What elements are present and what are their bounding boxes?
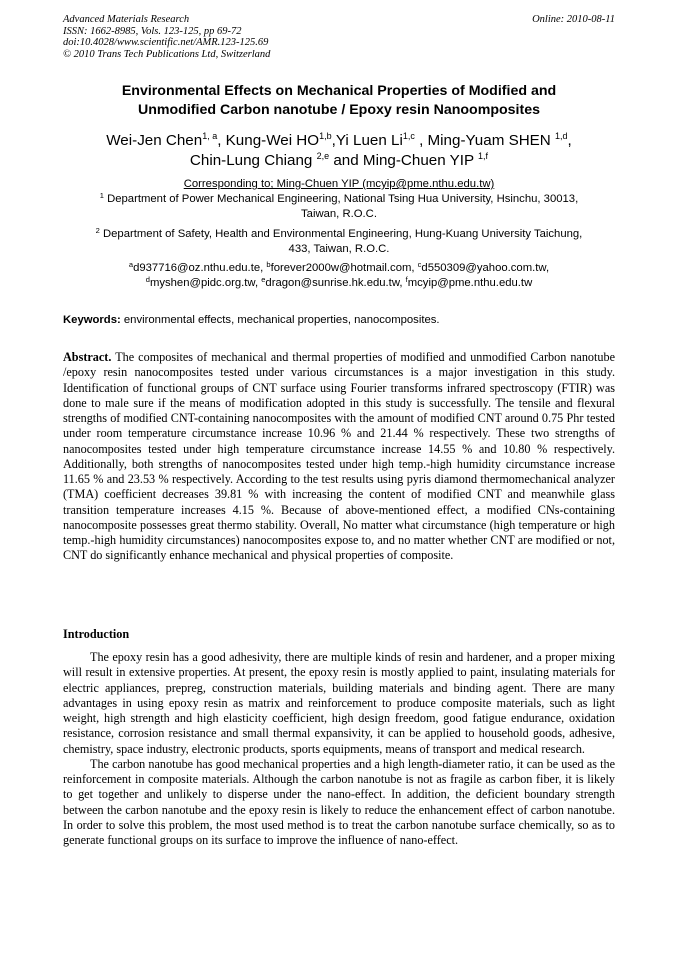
author-line: Wei-Jen Chen$^{1, a}$, Kung-Wei HO$^{1,b}$,Yi Luen Li$^{1,c}$ , Ming-Yuam SHEN $^{1,d}$,: [106, 131, 572, 149]
email-marker: d: [145, 275, 150, 284]
abstract: [63, 350, 615, 564]
abstract-label: Abstract.: [63, 350, 112, 364]
author-conjunction: and: [333, 152, 359, 169]
email-marker: c: [417, 260, 422, 269]
keywords-label: Keywords:: [63, 314, 121, 326]
email-marker: b: [266, 260, 271, 269]
author-affil: 1, a: [202, 131, 218, 141]
affiliation-number: 2: [95, 226, 100, 235]
affiliation-line: 433, Taiwan, R.O.C.: [288, 243, 390, 255]
abstract-text: The composites of mechanical and thermal properties of modified and unmodified Carbon nanotube /epoxy resin nanocomposites tested under various circumstances is a major investigation in this study. Identification of functional groups of CNT surface using Fourier transforms infrared spectroscopy (FTIR) was done to male sure if the means of modification adopted in this study is successfully. The tensile and flexural strengths of modified CNT-containing nanocomposites with the amount of modified CNT around 0.75 Phr tested under room temperature circumstance increase 10.96 % and 21.44 % respectively. These two strengths of nanocomposites tested under high temperature circumstance increase 14.55 % and 10.80 % respectively. Additionally, both strengths of nanocomposites tested under high temp.-high humidity circumstance increase 11.65 % and 23.53 % respectively. According to the test results using pyris diamond thermomechanical analyzer (TMA) coefficient decreases 39.81 % with increasing the content of modified CNT and meanwhile glass transition temperature increases 4.15 %. Because of above-mentioned effect, a modified CNs-containing nanocomposite possesses great thermo stability. Overall, No matter what circumstance (high temperature or high temp.-high humidity circumstances) nanocomposites expose to, and no matter whether CNT are modified or not, CNT do significantly enhance mechanical and physical properties of composite.: [63, 350, 615, 563]
author-affil: 2,e: [316, 151, 330, 161]
author-affil: 1,b: [319, 131, 332, 141]
email-d: myshen@pidc.org.tw,: [149, 277, 262, 289]
email-line: [66, 276, 612, 291]
affiliation-line: Taiwan, R.O.C.: [301, 208, 377, 220]
email-c: d550309@yahoo.com.tw,: [421, 262, 550, 274]
journal-name: Advanced Materials Research: [63, 14, 190, 25]
author-emails: [66, 261, 612, 291]
affiliation-2: [66, 227, 612, 257]
author-name: Ming-Yuam SHEN: [427, 132, 551, 149]
author-name: Kung-Wei HO: [225, 132, 320, 149]
paragraph: The epoxy resin has a good adhesivity, there are multiple kinds of resin and hardener, and a proper mixing will result in extensive properties. At present, the epoxy resin is mostly applied to paint, insulating materials for electric appliances, prepreg, construction materials, building materials and binding agent. There are many advantages in using epoxy resin as matrix and reinforcement to produce composite materials, such as light weight, high strength and high elasticity coefficient, high design freedom, good fatigue endurance, oxidation resistance, corrosion resistance and small thermal expansivity, it can be applied to household goods, adhesive, chemistry, space industry, electronic products, sports equipments, means of transport and medical research.: [63, 650, 615, 756]
journal-copyright: © 2010 Trans Tech Publications Ltd, Switzerland: [63, 48, 271, 60]
journal-header: [63, 14, 270, 60]
title-line: Unmodified Carbon nanotube / Epoxy resin Nanoomposites: [137, 102, 541, 118]
author-name: Ming-Chuen YIP: [362, 152, 474, 169]
journal-issn: ISSN: 1662-8985, Vols. 123-125, pp 69-72: [63, 25, 242, 37]
introduction-body: [63, 650, 615, 848]
email-a: d937716@oz.nthu.edu.te,: [133, 262, 267, 274]
keywords: [63, 313, 615, 328]
affiliation-text: Department of Power Mechanical Engineering, National Tsing Hua University, Hsinchu, 30013,: [107, 193, 579, 205]
affiliation-line: [66, 227, 612, 242]
online-date: Online: 2010-08-11: [532, 14, 615, 25]
author-list: [40, 131, 638, 171]
author-name: Yi Luen Li: [335, 132, 403, 149]
email-e: dragon@sunrise.hk.edu.tw,: [265, 277, 406, 289]
affiliation-number: 1: [99, 191, 104, 200]
email-marker: e: [261, 275, 266, 284]
journal-doi: doi:10.4028/www.scientific.net/AMR.123-125.69: [63, 37, 269, 48]
title-line: Environmental Effects on Mechanical Properties of Modified and: [121, 83, 557, 99]
paper-title: [40, 82, 638, 120]
email-marker: f: [405, 275, 408, 284]
paragraph: The carbon nanotube has good mechanical properties and a high length-diameter ratio, it can be used as the reinforcement in composite materials. Although the carbon nanotube is not as fragile as carbon fiber, it is likely to get together and unlikely to disperse under the nano-effect. In addition, the deficient boundary strength between the carbon nanotube and the epoxy resin is likely to reduce the enhancement effect of carbon nanotube. In order to solve this problem, the most used method is to treat the carbon nanotube surface chemically, so as to generate functional groups on its surface to improve the influence of nano-effect.: [63, 756, 615, 847]
email-line: [66, 261, 612, 276]
keywords-text: environmental effects, mechanical properties, nanocomposites.: [120, 314, 440, 326]
author-name: Wei-Jen Chen: [106, 132, 203, 149]
author-name: Chin-Lung Chiang: [189, 152, 313, 169]
email-f: mcyip@pme.nthu.edu.tw: [407, 277, 533, 289]
email-b: forever2000w@hotmail.com,: [270, 262, 418, 274]
corresponding-author: Corresponding to; Ming-Chuen YIP (mcyip@pme.nthu.edu.tw): [183, 178, 495, 190]
section-heading-introduction: Introduction: [63, 627, 130, 641]
affiliation-1: [66, 192, 612, 222]
author-affil: 1,d: [555, 131, 568, 141]
affiliation-line: [66, 192, 612, 207]
author-line: [40, 151, 638, 171]
author-affil: 1,f: [478, 151, 489, 161]
affiliation-text: Department of Safety, Health and Environmental Engineering, Hung-Kuang University Taichung,: [102, 228, 583, 240]
email-marker: a: [128, 260, 134, 269]
author-affil: 1,c: [402, 131, 415, 141]
